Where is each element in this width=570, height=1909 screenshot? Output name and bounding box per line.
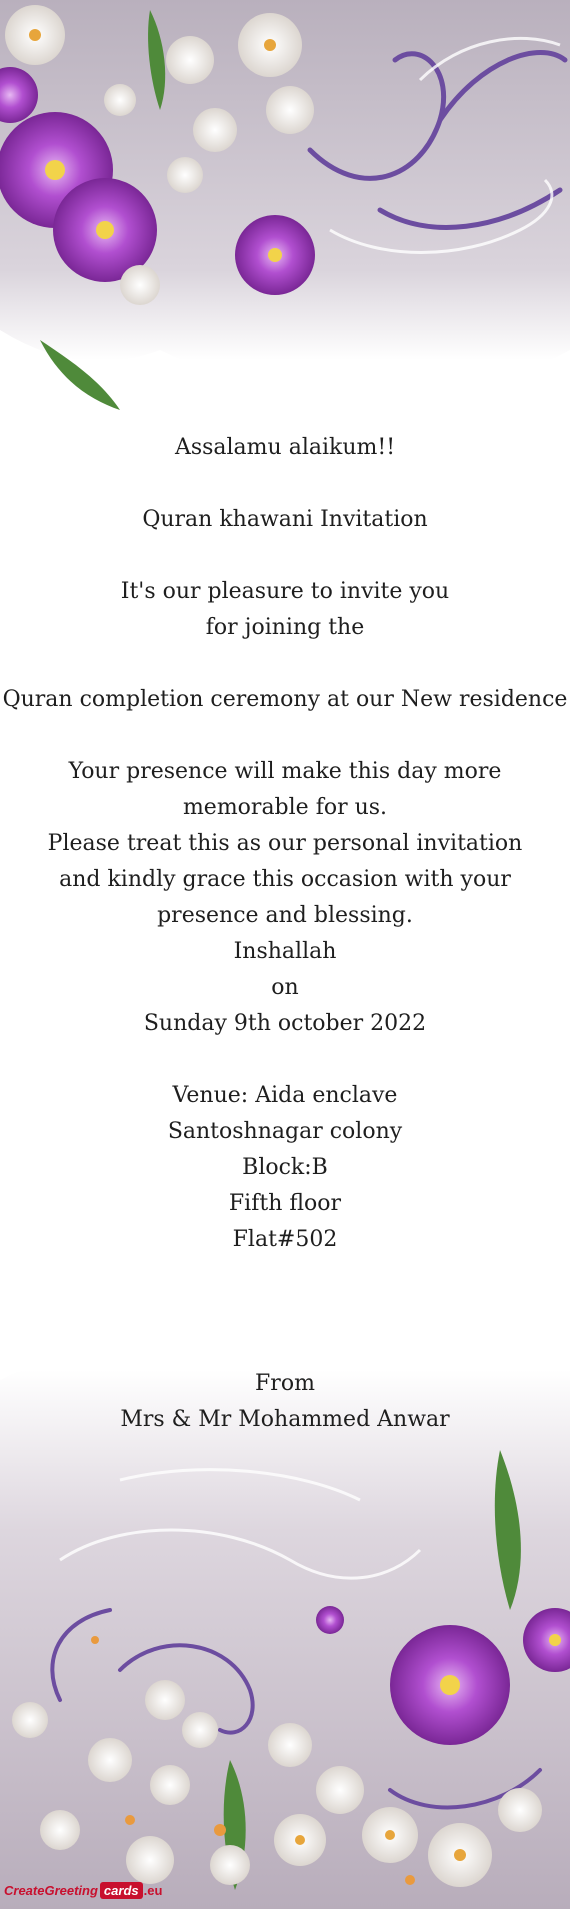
address-flat: Flat#502	[232, 1227, 338, 1252]
venue: Venue: Aida enclave	[172, 1083, 398, 1108]
personal-invitation-line: Please treat this as our personal invitation and kindly grace this occasion with your presence and blessing.	[47, 831, 523, 928]
logo-text-main: CreateGreeting	[4, 1882, 98, 1898]
invitation-text	[0, 430, 570, 1438]
ceremony-line: Quran completion ceremony at our New residence	[2, 687, 568, 712]
logo-text-domain: .eu	[143, 1882, 163, 1898]
site-logo[interactable]	[4, 1877, 162, 1903]
invitation-title: Quran khawani Invitation	[142, 507, 428, 532]
event-date: Sunday 9th october 2022	[143, 1011, 427, 1036]
inshallah-line: Inshallah	[233, 939, 337, 964]
pleasure-line: It's our pleasure to invite you	[120, 579, 450, 604]
address-area: Santoshnagar colony	[167, 1119, 403, 1144]
logo-text-cards: cards	[100, 1882, 143, 1899]
from-name: Mrs & Mr Mohammed Anwar	[120, 1407, 450, 1432]
presence-line: Your presence will make this day more memorable for us.	[68, 759, 502, 820]
on-line: on	[271, 975, 299, 1000]
address-block: Block:B	[242, 1155, 328, 1180]
address-floor: Fifth floor	[228, 1191, 342, 1216]
from-label: From	[255, 1371, 315, 1396]
joining-line: for joining the	[205, 615, 365, 640]
greeting: Assalamu alaikum!!	[174, 435, 396, 460]
